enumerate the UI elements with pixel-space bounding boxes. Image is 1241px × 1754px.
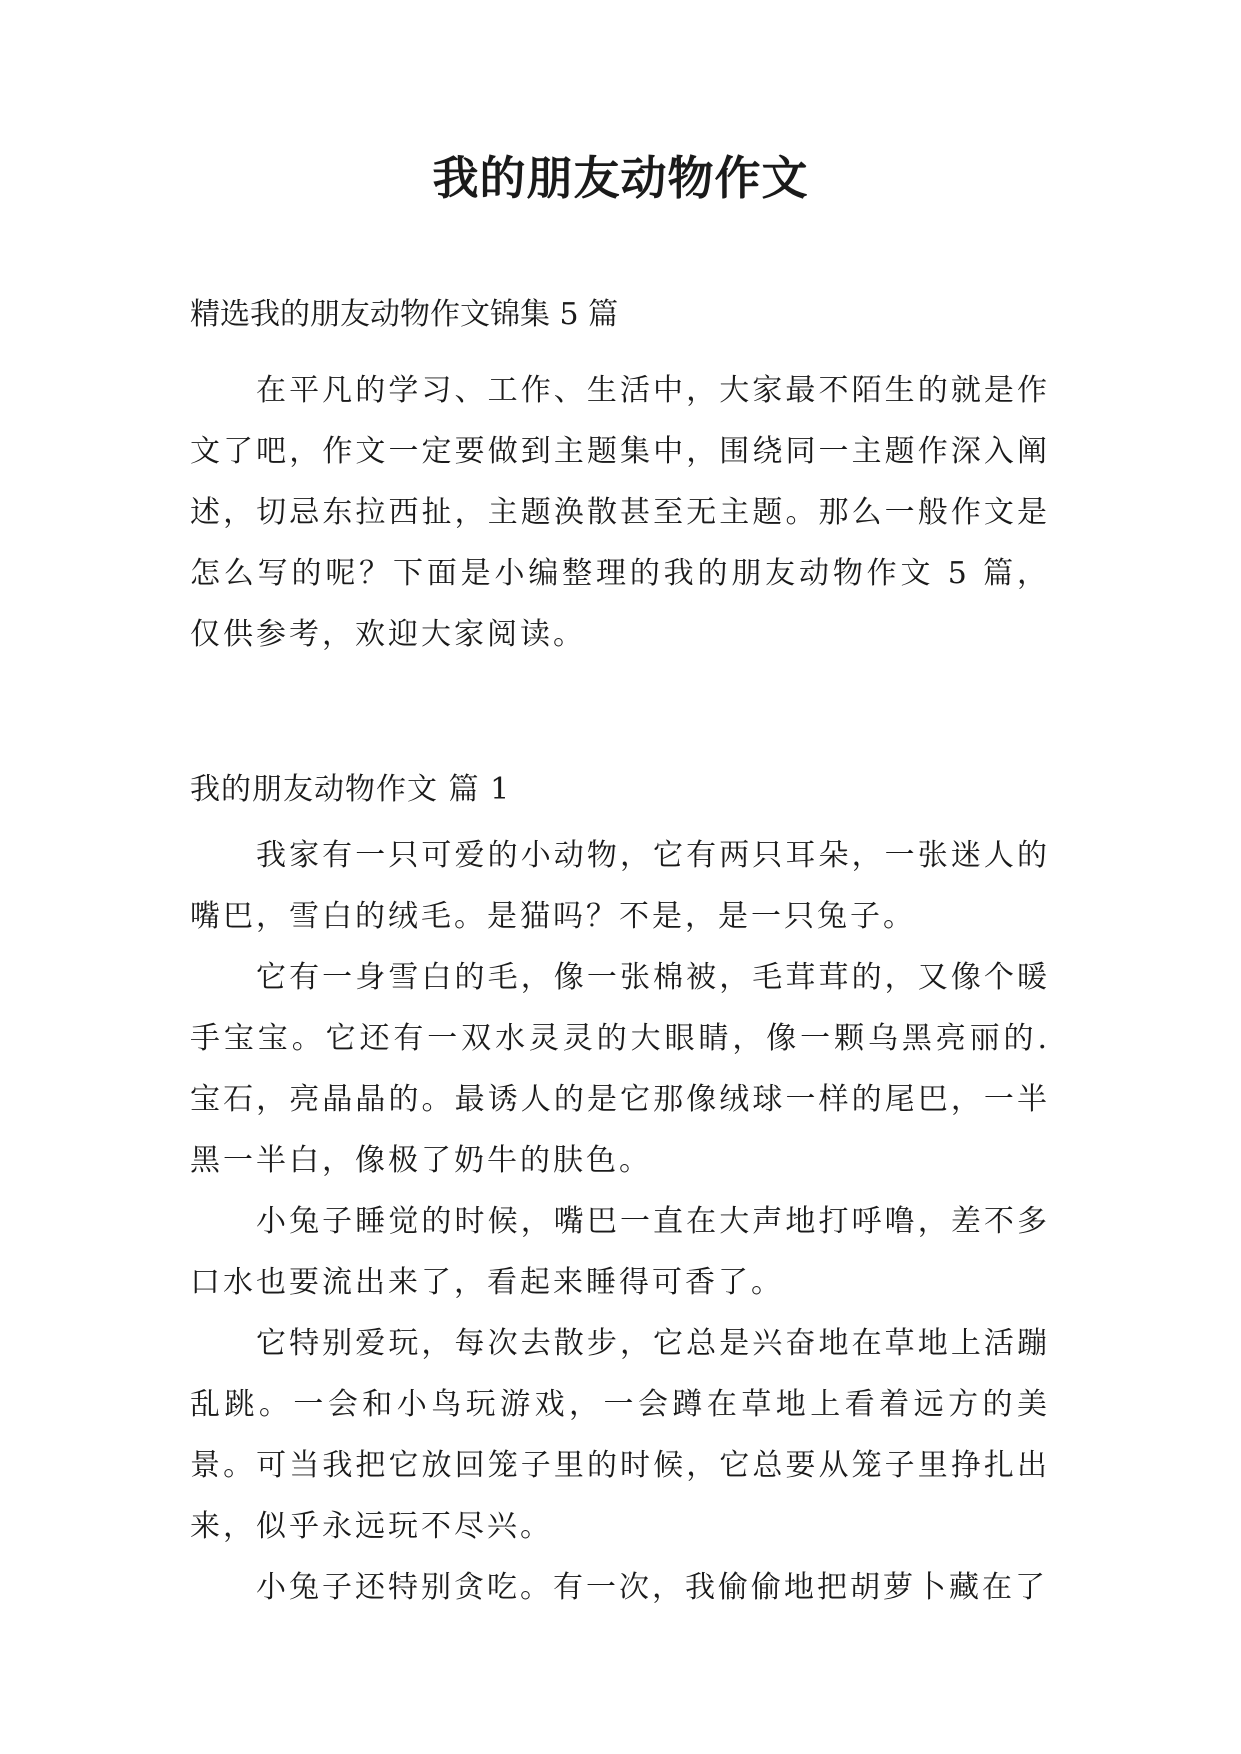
- section-heading: 我的朋友动物作文 篇 1: [190, 772, 511, 807]
- paragraph: 小兔子还特别贪吃。有一次，我偷偷地把胡萝卜藏在了: [256, 1570, 1048, 1605]
- document-subtitle: 精选我的朋友动物作文锦集 5 篇: [190, 297, 619, 332]
- paragraph: 我家有一只可爱的小动物，它有两只耳朵，一张迷人的嘴巴，雪白的绒毛。是猫吗？不是，是一只兔子。: [190, 838, 1050, 934]
- paragraph: 小兔子睡觉的时候，嘴巴一直在大声地打呼噜，差不多口水也要流出来了，看起来睡得可香了。: [190, 1204, 1050, 1300]
- page-title: 我的朋友动物作文: [432, 151, 809, 205]
- intro-paragraph: 在平凡的学习、工作、生活中，大家最不陌生的就是作文了吧，作文一定要做到主题集中，围绕同一主题作深入阐述，切忌东拉西扯，主题涣散甚至无主题。那么一般作文是怎么写的呢？下面是小编整理的我的朋友动物作文 5 篇，仅供参考，欢迎大家阅读。: [190, 373, 1050, 652]
- paragraph: 它特别爱玩，每次去散步，它总是兴奋地在草地上活蹦乱跳。一会和小鸟玩游戏，一会蹲在草地上看着远方的美景。可当我把它放回笼子里的时候，它总要从笼子里挣扎出来，似乎永远玩不尽兴。: [190, 1326, 1050, 1544]
- paragraph: 它有一身雪白的毛，像一张棉被，毛茸茸的，又像个暖手宝宝。它还有一双水灵灵的大眼睛，像一颗乌黑亮丽的.宝石，亮晶晶的。最诱人的是它那像绒球一样的尾巴，一半黑一半白，像极了奶牛的肤色。: [190, 960, 1050, 1178]
